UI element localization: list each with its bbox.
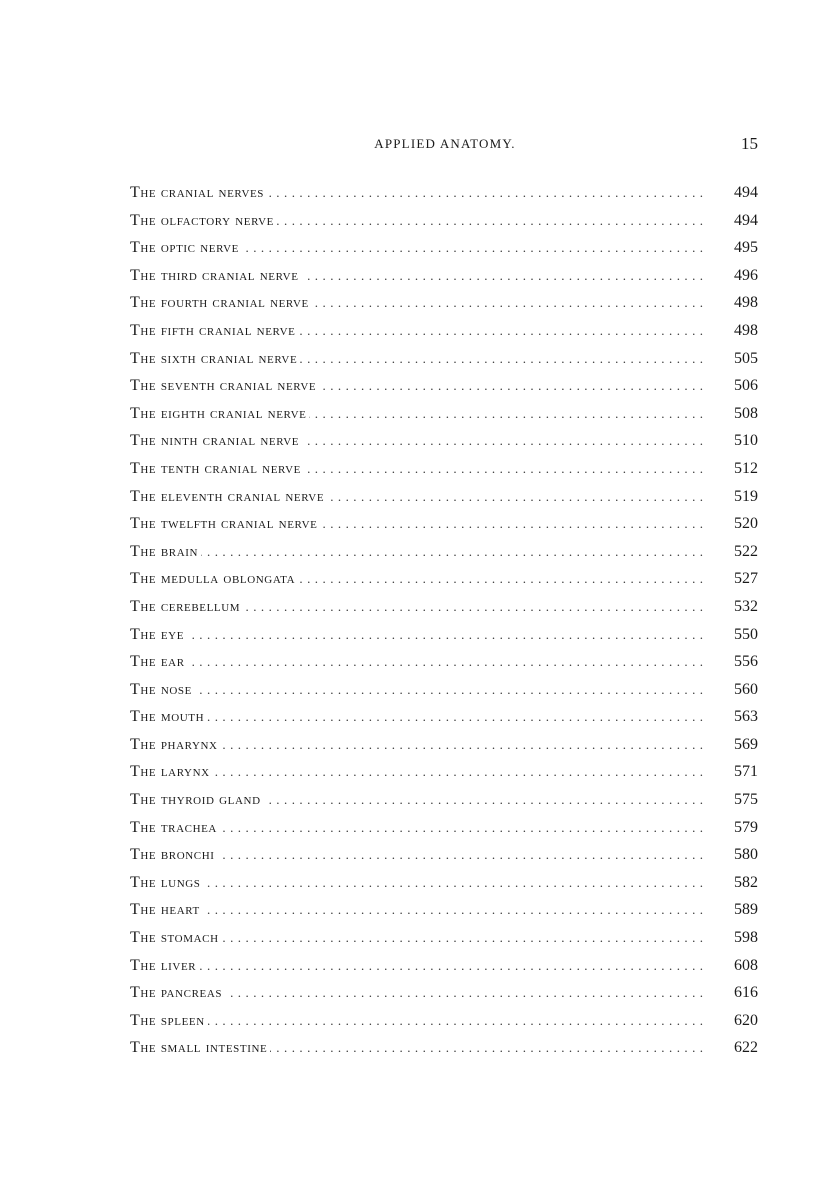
toc-entry	[130, 289, 758, 317]
toc-entry-title: The larynx	[130, 763, 213, 780]
toc-entry-page: 550	[718, 621, 758, 649]
toc-entry	[130, 703, 758, 731]
toc-entry	[130, 731, 758, 759]
toc-entry-page: 608	[718, 952, 758, 980]
toc-entry	[130, 179, 758, 207]
toc-entry-page: 616	[718, 979, 758, 1007]
toc-entry	[130, 510, 758, 538]
page-header	[130, 136, 760, 156]
toc-entry-title: The thyroid gland	[130, 791, 264, 808]
toc-entry-title: The seventh cranial nerve	[130, 377, 319, 394]
toc-entry	[130, 483, 758, 511]
toc-entry-page: 569	[718, 731, 758, 759]
table-of-contents	[130, 179, 758, 1062]
toc-entry	[130, 786, 758, 814]
toc-entry-title: The fourth cranial nerve	[130, 294, 312, 311]
page-number: 15	[741, 134, 758, 153]
toc-entry-title: The sixth cranial nerve	[130, 350, 300, 367]
toc-entry-page: 620	[718, 1007, 758, 1035]
toc-entry	[130, 676, 758, 704]
toc-entry-page: 522	[718, 538, 758, 566]
toc-entry-page: 532	[718, 593, 758, 621]
toc-entry-title: The eye	[130, 626, 187, 643]
toc-entry-page: 563	[718, 703, 758, 731]
toc-entry-title: The liver	[130, 957, 199, 974]
toc-entry	[130, 758, 758, 786]
toc-entry-page: 527	[718, 565, 758, 593]
toc-entry-page: 512	[718, 455, 758, 483]
toc-entry-title: The pharynx	[130, 736, 221, 753]
toc-entry-title: The mouth	[130, 708, 207, 725]
toc-entry	[130, 234, 758, 262]
toc-entry	[130, 869, 758, 897]
toc-entry-title: The cranial nerves	[130, 184, 267, 201]
toc-entry-title: The optic nerve	[130, 239, 242, 256]
toc-entry-page: 520	[718, 510, 758, 538]
toc-entry-title: The ninth cranial nerve	[130, 432, 302, 449]
toc-entry	[130, 593, 758, 621]
toc-entry	[130, 841, 758, 869]
toc-entry-page: 498	[718, 289, 758, 317]
toc-entry-page: 589	[718, 896, 758, 924]
toc-entry-page: 556	[718, 648, 758, 676]
toc-entry-page: 598	[718, 924, 758, 952]
toc-entry-page: 622	[718, 1034, 758, 1062]
toc-entry-page: 498	[718, 317, 758, 345]
toc-entry-title: The lungs	[130, 874, 204, 891]
toc-entry-title: The nose	[130, 681, 195, 698]
toc-entry	[130, 621, 758, 649]
toc-entry-page: 575	[718, 786, 758, 814]
toc-entry	[130, 648, 758, 676]
toc-entry-page: 508	[718, 400, 758, 428]
toc-entry-title: The trachea	[130, 819, 220, 836]
toc-entry-page: 510	[718, 427, 758, 455]
toc-entry	[130, 427, 758, 455]
toc-entry-title: The fifth cranial nerve	[130, 322, 298, 339]
toc-entry-page: 580	[718, 841, 758, 869]
toc-entry	[130, 262, 758, 290]
toc-entry-page: 571	[718, 758, 758, 786]
toc-entry	[130, 455, 758, 483]
toc-entry-title: The twelfth cranial nerve	[130, 515, 320, 532]
toc-entry-title: The third cranial nerve	[130, 267, 302, 284]
toc-entry	[130, 1007, 758, 1035]
toc-entry-title: The medulla oblongata	[130, 570, 298, 587]
toc-entry-page: 582	[718, 869, 758, 897]
toc-entry-page: 495	[718, 234, 758, 262]
toc-entry	[130, 1034, 758, 1062]
toc-entry	[130, 979, 758, 1007]
toc-entry-title: The heart	[130, 901, 203, 918]
toc-entry	[130, 896, 758, 924]
toc-entry-title: The olfactory nerve	[130, 212, 277, 229]
toc-entry-page: 560	[718, 676, 758, 704]
toc-entry-page: 505	[718, 345, 758, 373]
toc-entry	[130, 207, 758, 235]
toc-entry	[130, 538, 758, 566]
toc-entry-title: The cerebellum	[130, 598, 243, 615]
toc-entry-title: The bronchi	[130, 846, 218, 863]
toc-entry-title: The pancreas	[130, 984, 225, 1001]
toc-entry-title: The small intestine	[130, 1039, 270, 1056]
toc-entry	[130, 372, 758, 400]
toc-entry	[130, 952, 758, 980]
toc-entry	[130, 565, 758, 593]
toc-entry	[130, 345, 758, 373]
toc-entry-page: 494	[718, 207, 758, 235]
running-title: APPLIED ANATOMY.	[374, 136, 516, 151]
toc-entry-title: The eleventh cranial nerve	[130, 488, 327, 505]
toc-entry-page: 579	[718, 814, 758, 842]
toc-entry-title: The brain	[130, 543, 201, 560]
toc-entry-title: The spleen	[130, 1012, 208, 1029]
toc-entry-page: 506	[718, 372, 758, 400]
toc-entry	[130, 317, 758, 345]
toc-entry	[130, 814, 758, 842]
toc-entry-title: The stomach	[130, 929, 222, 946]
toc-entry	[130, 400, 758, 428]
toc-entry-page: 519	[718, 483, 758, 511]
toc-entry-title: The eighth cranial nerve	[130, 405, 309, 422]
toc-entry-page: 496	[718, 262, 758, 290]
toc-entry	[130, 924, 758, 952]
toc-entry-title: The tenth cranial nerve	[130, 460, 304, 477]
toc-entry-page: 494	[718, 179, 758, 207]
toc-entry-title: The ear	[130, 653, 188, 670]
